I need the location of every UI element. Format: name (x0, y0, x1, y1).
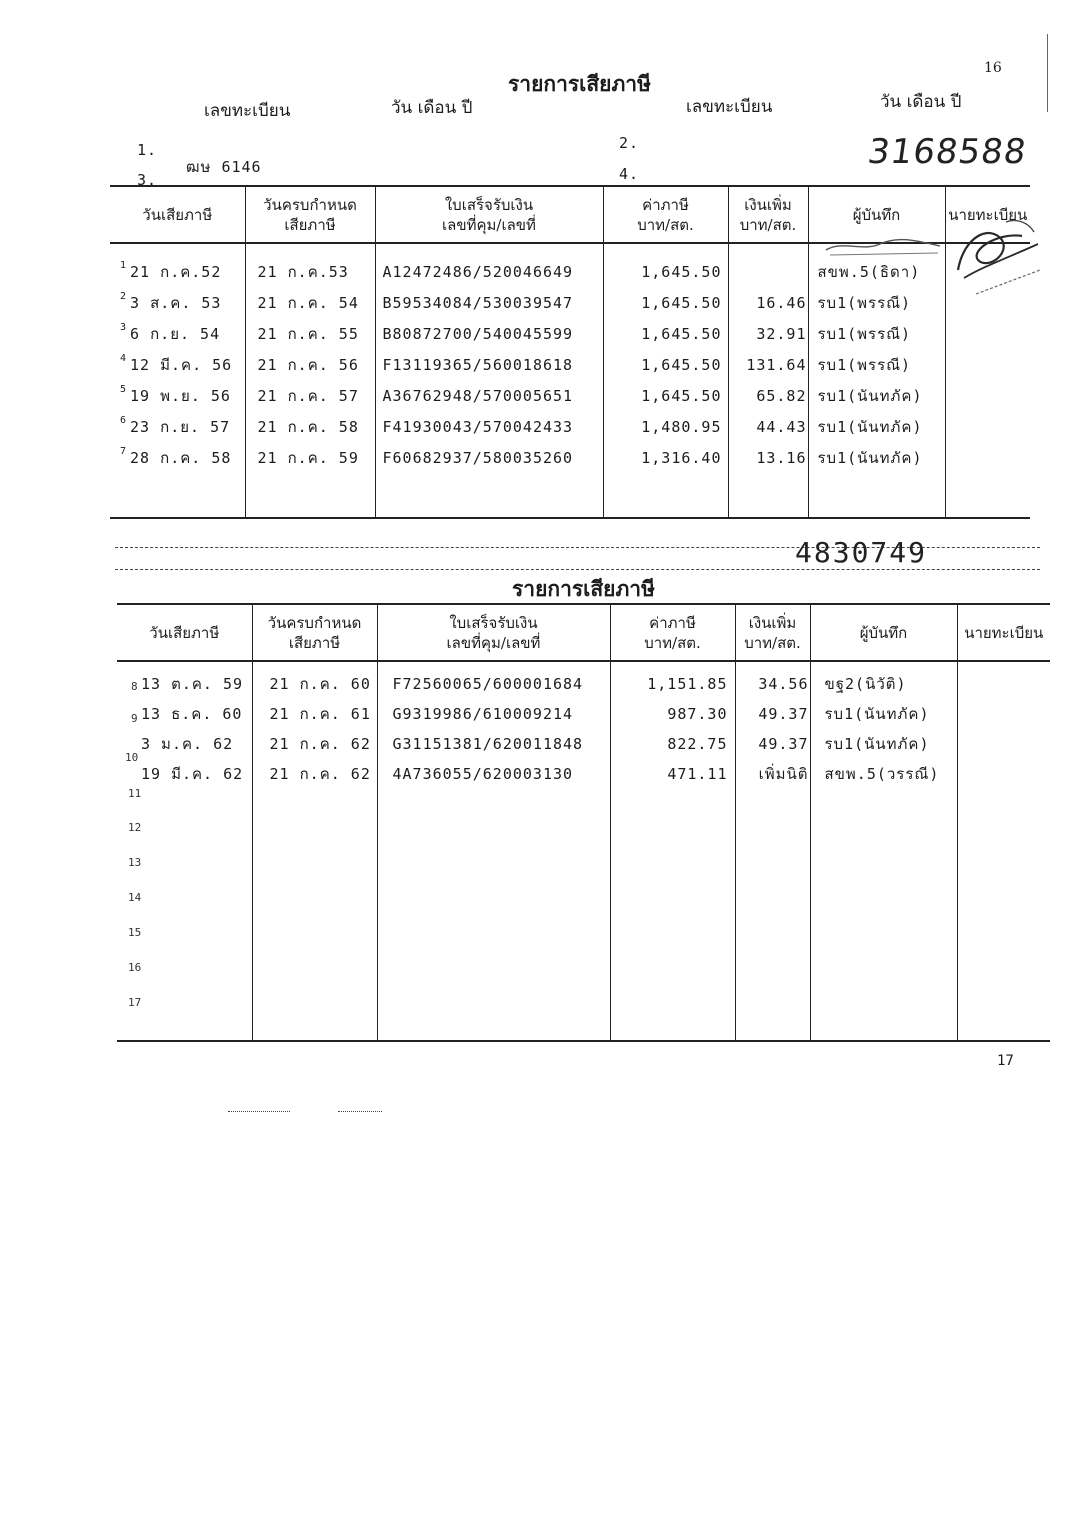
page-number-top: 16 (984, 60, 1002, 76)
recorder: รบ1(นันทภัค) (810, 729, 957, 759)
row-number: 14 (128, 891, 142, 904)
recorder: รบ1(นันทภัค) (808, 442, 945, 473)
row-number: 9 (131, 712, 138, 725)
section-title: รายการเสียภาษี (512, 576, 655, 601)
col-tax-sublabel: บาท/สต. (637, 215, 694, 234)
row-number: 6 (120, 414, 127, 426)
surcharge-amount: 16.46 (728, 287, 808, 318)
table-row (110, 318, 1030, 349)
col-due-date (252, 604, 377, 661)
surcharge-amount (728, 256, 808, 287)
due-date: 21 ก.ค.53 (245, 256, 375, 287)
row-number: 8 (131, 680, 138, 693)
partial-number-text: 4830749 (795, 536, 928, 569)
col-tax-sublabel: บาท/สต. (644, 633, 701, 652)
registrar-signature (946, 212, 1042, 298)
receipt-number: G31151381/620011848 (377, 729, 610, 759)
col-recorder-label: ผู้บันทึก (852, 205, 901, 224)
receipt-number: F13119365/560018618 (375, 349, 603, 380)
tax-amount: 1,480.95 (603, 411, 728, 442)
col-surcharge-label: เงินเพิ่ม (748, 613, 797, 632)
row-number: 16 (128, 961, 142, 974)
receipt-number: A36762948/570005651 (375, 380, 603, 411)
surcharge-amount: 65.82 (728, 380, 808, 411)
registrar-cell (957, 699, 1050, 729)
col-surcharge-sublabel: บาท/สต. (744, 633, 801, 652)
table-row (110, 411, 1030, 442)
col-due-date-label: วันครบกำหนด (267, 613, 362, 632)
paid-date: 6 ก.ย. 54 (130, 324, 221, 343)
table-header (117, 604, 1050, 661)
registrar-cell (945, 349, 1030, 380)
paid-date: 28 ก.ค. 58 (130, 448, 232, 467)
col-tax (603, 186, 728, 243)
receipt-number: G9319986/610009214 (377, 699, 610, 729)
due-date: 21 ก.ค. 59 (245, 442, 375, 473)
tax-amount: 1,151.85 (610, 669, 735, 699)
registration-index: 4. (619, 165, 640, 183)
surcharge-amount: 34.56 (735, 669, 810, 699)
col-registrar (957, 604, 1050, 661)
row-number: 7 (120, 445, 127, 457)
tax-amount: 1,645.50 (603, 256, 728, 287)
registration-index: 3. (137, 171, 158, 189)
tax-payment-table (117, 603, 1050, 1042)
handwritten-number: 3168588 (865, 132, 1030, 172)
table-row (117, 699, 1050, 729)
receipt-number: B59534084/530039547 (375, 287, 603, 318)
row-number: 15 (128, 926, 142, 939)
registration-index: 1. (137, 141, 158, 159)
col-tax (610, 604, 735, 661)
empty-row (117, 789, 1050, 1041)
registrar-cell (957, 759, 1050, 789)
license-plate: ฒษ 6146 (186, 158, 262, 176)
recorder: รบ1(พรรณี) (808, 318, 945, 349)
col-surcharge (728, 186, 808, 243)
col-paid-date-label: วันเสียภาษี (149, 623, 220, 642)
separator-line (115, 569, 1040, 570)
row-number: 3 (120, 321, 127, 333)
due-date: 21 ก.ค. 60 (252, 669, 377, 699)
paid-date-cell (110, 349, 245, 380)
page-number-bottom: 17 (997, 1053, 1014, 1069)
recorder: ขฐ2(นิวัติ) (810, 669, 957, 699)
tax-amount: 822.75 (610, 729, 735, 759)
tax-amount: 1,645.50 (603, 318, 728, 349)
registrar-cell (945, 318, 1030, 349)
paid-date: 19 พ.ย. 56 (130, 386, 231, 405)
due-date: 21 ก.ค. 56 (245, 349, 375, 380)
spacer-row (117, 661, 1050, 669)
paid-date: 19 มี.ค. 62 (141, 765, 244, 783)
surcharge-amount: เพิ่มนิติ (735, 759, 810, 789)
surcharge-amount: 32.91 (728, 318, 808, 349)
col-receipt-sublabel: เลขที่คุม/เลขที่ (442, 215, 536, 234)
paid-date: 12 มี.ค. 56 (130, 355, 233, 374)
col-surcharge-sublabel: บาท/สต. (739, 215, 797, 234)
scan-artifact (338, 1111, 382, 1112)
table-row (117, 759, 1050, 789)
paid-date-cell (110, 256, 245, 287)
paid-stamp (822, 234, 944, 258)
col-receipt (377, 604, 610, 661)
col-recorder (810, 604, 957, 661)
col-receipt-label: ใบเสร็จรับเงิน (444, 195, 534, 214)
due-date: 21 ก.ค. 62 (252, 729, 377, 759)
tax-amount: 1,316.40 (603, 442, 728, 473)
col-paid-date (117, 604, 252, 661)
row-number: 12 (128, 821, 142, 834)
col-surcharge-label: เงินเพิ่ม (744, 195, 792, 214)
due-date: 21 ก.ค. 61 (252, 699, 377, 729)
row-number: 2 (120, 290, 127, 302)
col-receipt-sublabel: เลขที่คุม/เลขที่ (446, 633, 541, 652)
receipt-number: A12472486/520046649 (375, 256, 603, 287)
date-label: วัน เดือน ปี (391, 98, 473, 118)
registration-number-label: เลขทะเบียน (686, 97, 773, 117)
receipt-number: F60682937/580035260 (375, 442, 603, 473)
receipt-number: F41930043/570042433 (375, 411, 603, 442)
table-row (117, 729, 1050, 759)
tax-amount: 1,645.50 (603, 349, 728, 380)
col-registrar-label: นายทะเบียน (948, 205, 1028, 224)
due-date: 21 ก.ค. 58 (245, 411, 375, 442)
col-receipt (375, 186, 603, 243)
col-surcharge (735, 604, 810, 661)
due-date: 21 ก.ค. 54 (245, 287, 375, 318)
tax-amount: 471.11 (610, 759, 735, 789)
registration-index: 2. (619, 134, 640, 152)
col-due-date (245, 186, 375, 243)
receipt-number: B80872700/540045599 (375, 318, 603, 349)
recorder: รบ1(นันทภัค) (810, 699, 957, 729)
row-number: 10 (125, 751, 139, 764)
due-date: 21 ก.ค. 55 (245, 318, 375, 349)
table-row (110, 349, 1030, 380)
table-row (110, 442, 1030, 473)
col-receipt-label: ใบเสร็จรับเงิน (449, 613, 538, 632)
row-number: 1 (120, 259, 127, 271)
table-row (110, 256, 1030, 287)
table-row (117, 669, 1050, 699)
paid-date-cell (110, 411, 245, 442)
row-number: 17 (128, 996, 142, 1009)
empty-row (110, 473, 1030, 518)
row-number: 13 (128, 856, 142, 869)
receipt-number: 4A736055/620003130 (377, 759, 610, 789)
recorder: สขพ.5(วรรณี) (810, 759, 957, 789)
paid-date: 21 ก.ค.52 (130, 262, 222, 281)
due-date: 21 ก.ค. 62 (252, 759, 377, 789)
partial-number (795, 536, 930, 569)
paid-date: 13 ธ.ค. 60 (141, 705, 243, 723)
table-row (110, 380, 1030, 411)
registrar-cell (945, 442, 1030, 473)
recorder: รบ1(นันทภัค) (808, 411, 945, 442)
scan-edge-line (1047, 34, 1048, 112)
table-row (110, 287, 1030, 318)
col-due-date-label: วันครบกำหนด (263, 195, 357, 214)
registrar-cell (945, 380, 1030, 411)
tax-amount: 1,645.50 (603, 380, 728, 411)
tax-amount: 1,645.50 (603, 287, 728, 318)
paid-date: 3 ม.ค. 62 (141, 735, 234, 753)
surcharge-amount: 49.37 (735, 729, 810, 759)
surcharge-amount: 44.43 (728, 411, 808, 442)
col-due-date-sublabel: เสียภาษี (284, 215, 336, 234)
registration-number-label: เลขทะเบียน (204, 101, 291, 121)
tax-amount: 987.30 (610, 699, 735, 729)
paid-date-cell (110, 380, 245, 411)
paid-date: 3 ส.ค. 53 (130, 293, 222, 312)
receipt-number: F72560065/600001684 (377, 669, 610, 699)
paid-date: 23 ก.ย. 57 (130, 417, 231, 436)
page-title: รายการเสียภาษี (508, 71, 651, 96)
col-tax-label: ค่าภาษี (649, 613, 696, 632)
paid-date-cell (110, 318, 245, 349)
due-date: 21 ก.ค. 57 (245, 380, 375, 411)
col-tax-label: ค่าภาษี (642, 195, 689, 214)
scan-artifact (228, 1111, 290, 1112)
col-paid-date (110, 186, 245, 243)
col-due-date-sublabel: เสียภาษี (288, 633, 341, 652)
paid-date: 13 ต.ค. 59 (141, 675, 244, 693)
row-number: 4 (120, 352, 127, 364)
recorder: รบ1(นันทภัค) (808, 380, 945, 411)
registrar-cell (957, 669, 1050, 699)
col-recorder-label: ผู้บันทึก (859, 623, 908, 642)
surcharge-amount: 131.64 (728, 349, 808, 380)
col-paid-date-label: วันเสียภาษี (142, 205, 213, 224)
date-label: วัน เดือน ปี (880, 92, 962, 112)
recorder: รบ1(พรรณี) (808, 349, 945, 380)
recorder: รบ1(พรรณี) (808, 287, 945, 318)
col-registrar-label: นายทะเบียน (964, 623, 1044, 642)
surcharge-amount: 49.37 (735, 699, 810, 729)
registrar-cell (957, 729, 1050, 759)
surcharge-amount: 13.16 (728, 442, 808, 473)
registrar-cell (945, 411, 1030, 442)
paid-date-cell (110, 442, 245, 473)
paid-date-cell (110, 287, 245, 318)
row-number: 5 (120, 383, 127, 395)
recorder: สขพ.5(ธิดา) (808, 256, 945, 287)
row-number: 11 (128, 787, 142, 800)
